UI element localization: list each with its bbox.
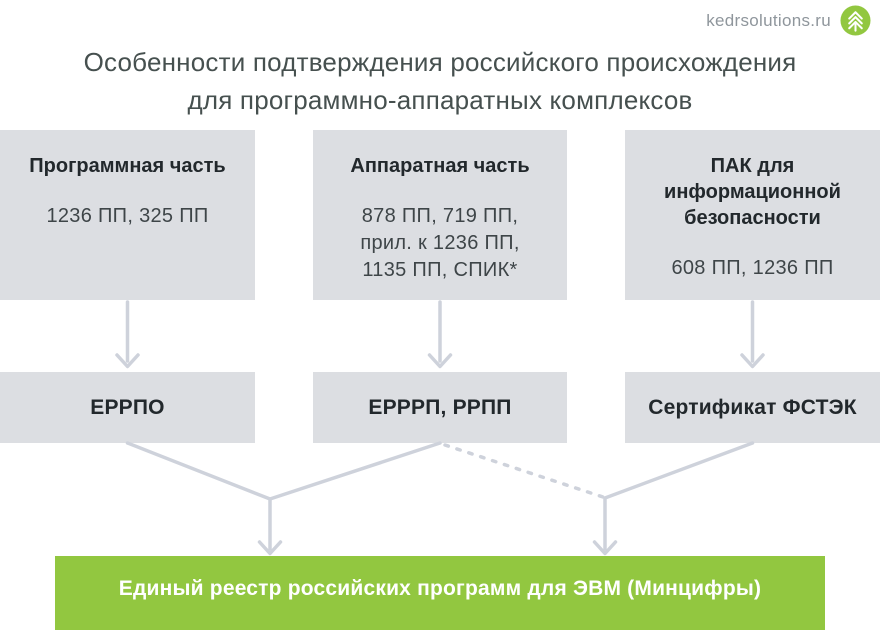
arrow-hardware-down-icon [430, 302, 451, 367]
arrow-software-down-icon [117, 302, 138, 367]
source-box-infosec [625, 130, 880, 300]
page-title [0, 43, 880, 119]
arrow-errpo-errrp-to-result-icon [128, 443, 441, 554]
registry-box-fstec: Сертификат ФСТЭК [625, 372, 880, 443]
page-title-line1: Особенности подтверждения российского происхождения [83, 47, 797, 77]
source-box-title: Программная часть [29, 155, 226, 177]
brand [706, 5, 871, 36]
dashed-link-icon [445, 445, 603, 497]
result-box [55, 556, 825, 630]
brand-text: kedrsolutions.ru [706, 10, 831, 30]
result-label: Единый реестр российских программ для ЭВМ (Минцифры) [118, 577, 762, 600]
source-box-regulations: 608 ПП, 1236 ПП [671, 257, 834, 279]
regulation-line: 1135 ПП, СПИК* [362, 259, 518, 281]
registry-box-errpo: ЕРРПО [0, 372, 255, 443]
arrow-fstec-to-result-icon [445, 443, 753, 554]
source-box-regulations [360, 203, 519, 284]
page-title-line2: для программно-аппаратных комплексов [187, 85, 693, 115]
regulation-line: прил. к 1236 ПП, [360, 232, 520, 254]
arrow-infosec-down-icon [742, 302, 763, 367]
fir-tree-icon [840, 5, 871, 36]
registry-box-errrp: ЕРРРП, РРПП [313, 372, 567, 443]
source-box-title: ПАК для информационной безопасности [664, 155, 841, 229]
source-box-title: Аппаратная часть [350, 155, 530, 177]
regulation-line: 878 ПП, 719 ПП, [361, 205, 519, 227]
source-box-software [0, 130, 255, 300]
source-box-regulations: 1236 ПП, 325 ПП [46, 205, 209, 227]
source-box-hardware [313, 130, 567, 300]
